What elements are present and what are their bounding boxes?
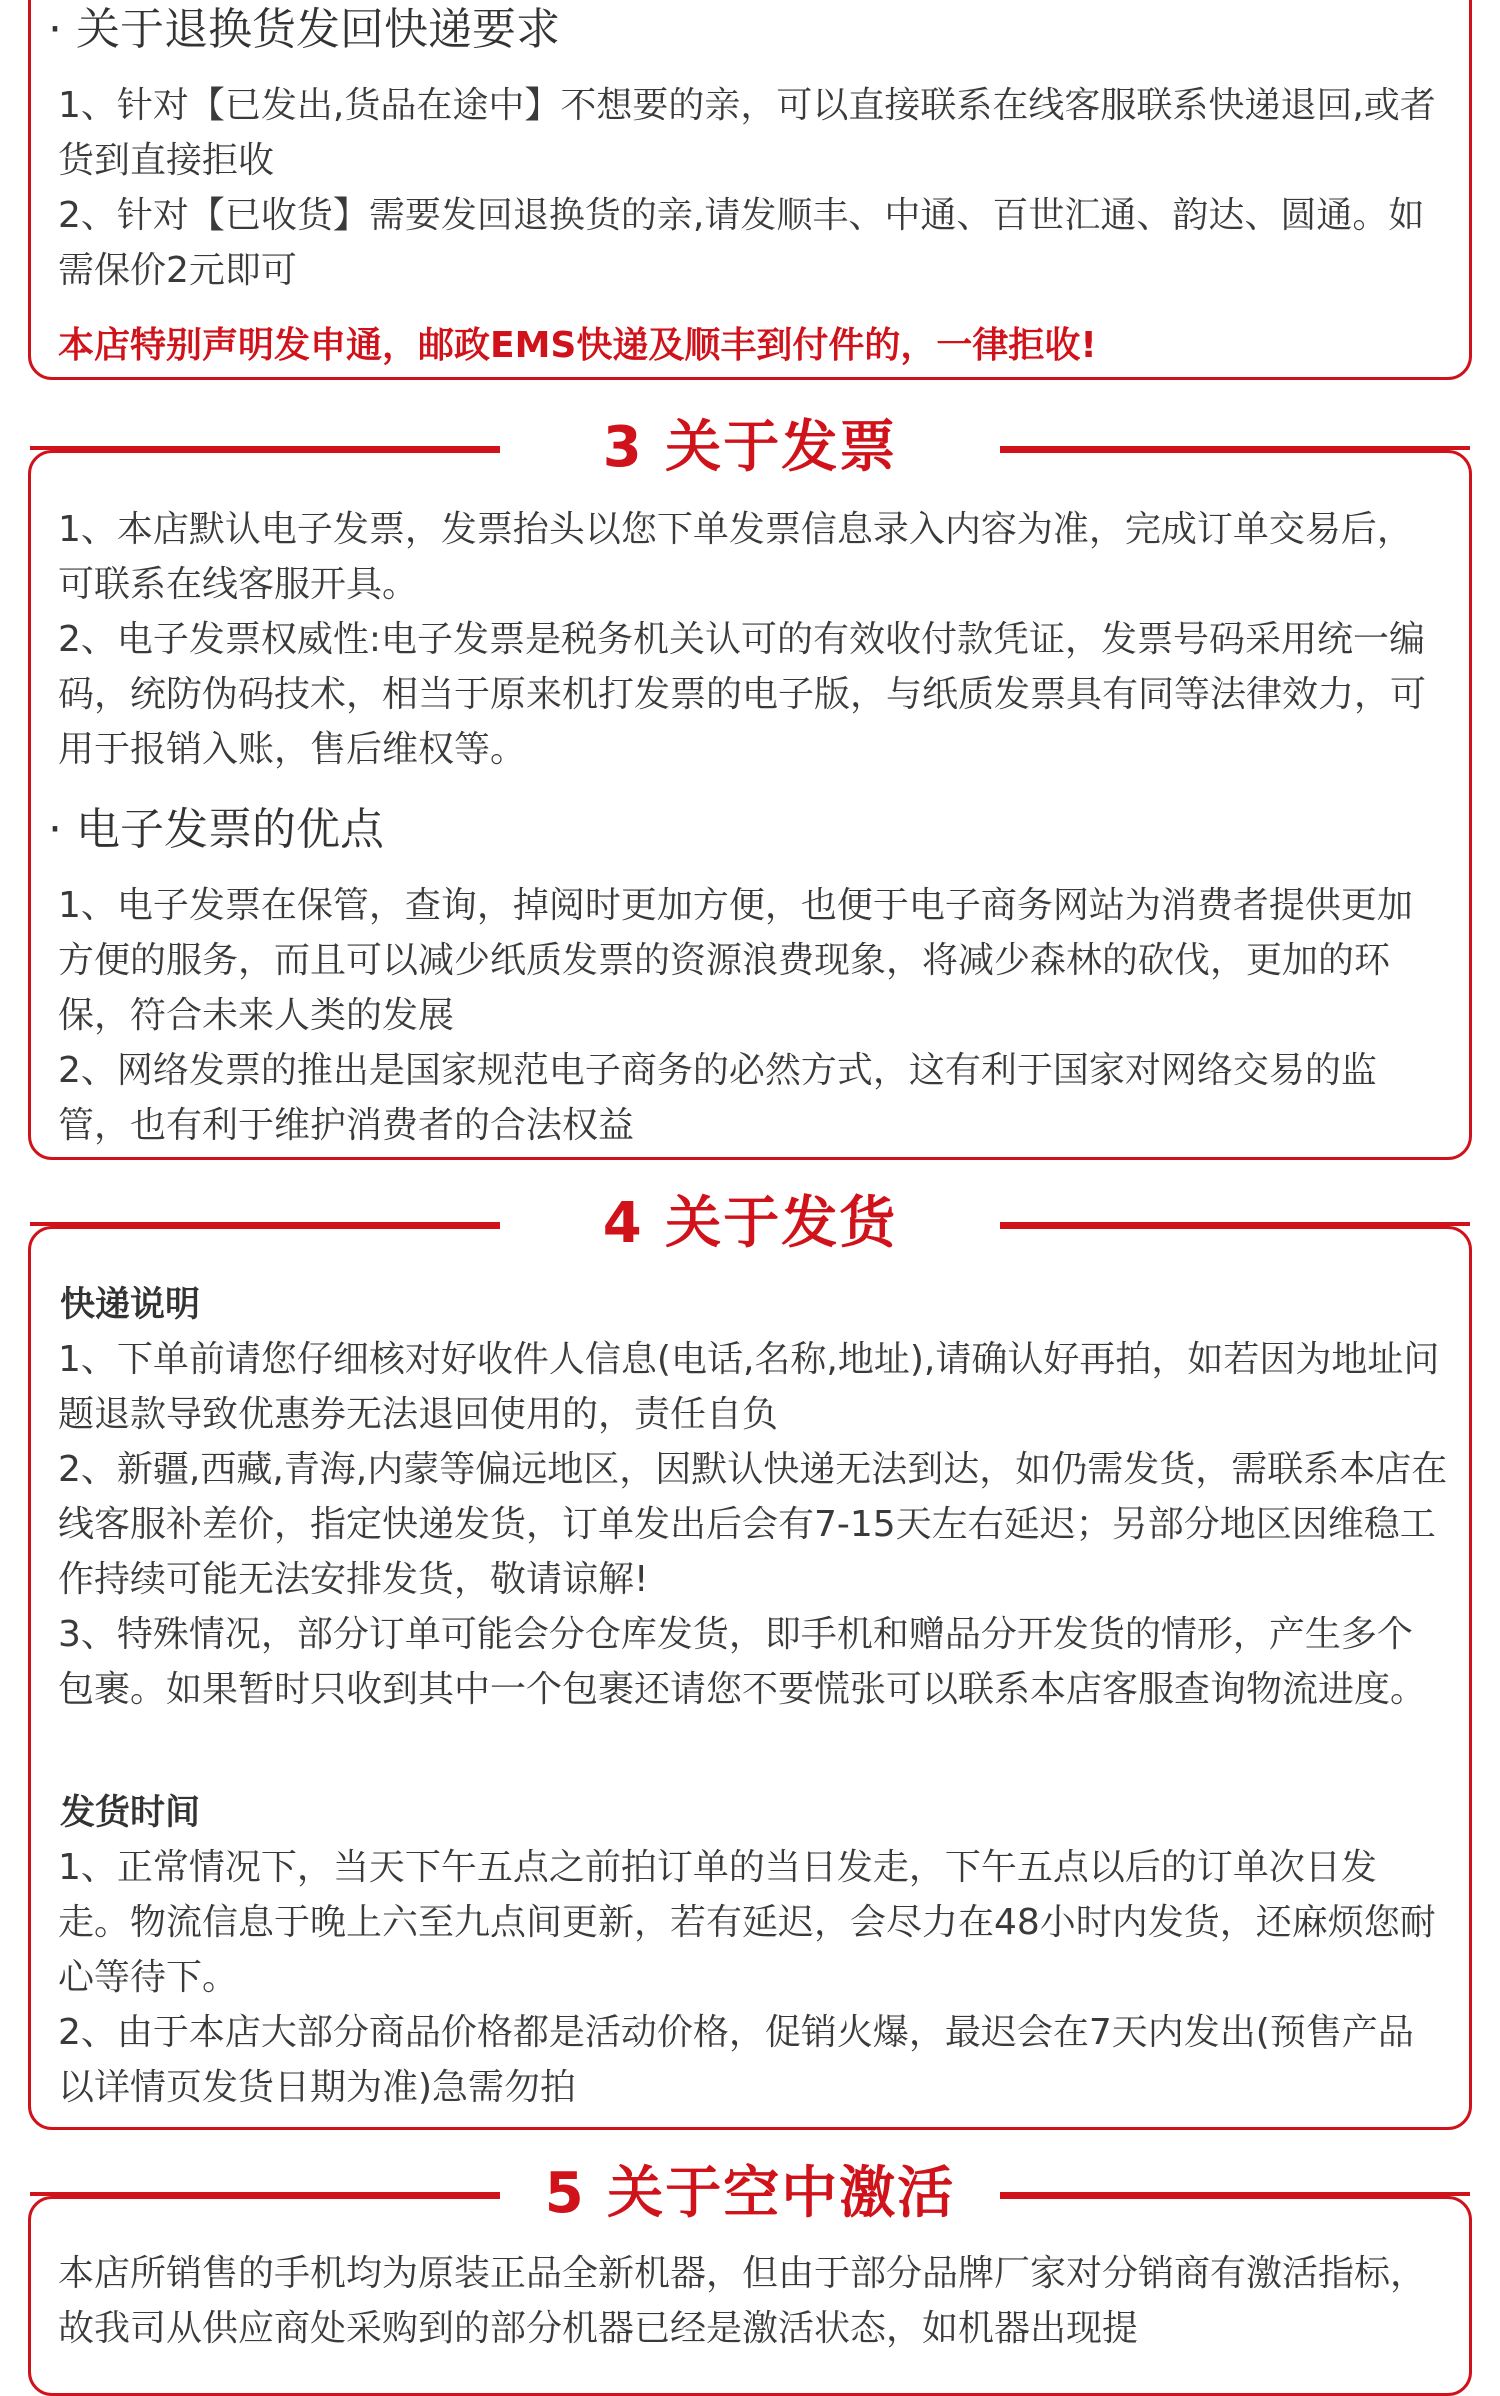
shipping-title: 4 关于发货 [500, 1182, 1000, 1266]
invoice-advantage-1: 1、电子发票在保管，查询，掉阅时更加方便，也便于电子商务网站为消费者提供更加方便的服务，而且可以减少纸质发票的资源浪费现象，将减少森林的砍伐，更加的环保，符合未来人类的发展 [58, 885, 1413, 1036]
invoice-item-2: 2、电子发票权威性:电子发票是税务机关认可的有效收付款凭证，发票号码采用统一编码，统防伪码技术，相当于原来机打发票的电子版，与纸质发票具有同等法律效力，可用于报销入账，售后维权等。 [58, 619, 1427, 770]
invoice-title-bar [0, 406, 1500, 490]
activation-text: 本店所销售的手机均为原装正品全新机器，但由于部分品牌厂家对分销商有激活指标，故我司从供应商处采购到的部分机器已经是激活状态，如机器出现提 [58, 2253, 1427, 2349]
express-label: 快递说明 [60, 1285, 201, 1325]
title-divider-left [30, 1222, 500, 1226]
title-divider-right [1000, 2192, 1470, 2196]
activation-title-bar [0, 2152, 1500, 2236]
invoice-item-1: 1、本店默认电子发票，发票抬头以您下单发票信息录入内容为准，完成订单交易后，可联系在线客服开具。 [58, 509, 1413, 605]
activation-title: 5 关于空中激活 [500, 2152, 1000, 2236]
title-divider-left [30, 446, 500, 450]
ship-time-label: 发货时间 [60, 1793, 201, 1833]
invoice-advantage-2: 2、网络发票的推出是国家规范电子商务的必然方式，这有利于国家对网络交易的监管，也有利于维护消费者的合法权益 [58, 1050, 1377, 1146]
ship-time-item-1: 1、正常情况下，当天下午五点之前拍订单的当日发走，下午五点以后的订单次日发走。物流信息于晚上六至九点间更新，若有延迟，会尽力在48小时内发货，还麻烦您耐心等待下。 [58, 1847, 1436, 1998]
invoice-title: 3 关于发票 [500, 406, 1000, 490]
title-divider-right [1000, 446, 1470, 450]
express-item-3: 3、特殊情况，部分订单可能会分仓库发货，即手机和赠品分开发货的情形，产生多个包裹。如果暂时只收到其中一个包裹还请您不要慌张可以联系本店客服查询物流进度。 [58, 1614, 1427, 1710]
return-subheading: · 关于退换货发回快递要求 [48, 4, 560, 55]
express-item-2: 2、新疆,西藏,青海,内蒙等偏远地区，因默认快递无法到达，如仍需发货，需联系本店在线客服补差价，指定快递发货，订单发出后会有7-15天左右延迟；另部分地区因维稳工作持续可能无法安排发货，敬请谅解! [58, 1449, 1448, 1600]
express-item-1: 1、下单前请您仔细核对好收件人信息(电话,名称,地址),请确认好再拍，如若因为地址问题退款导致优惠券无法退回使用的，责任自负 [58, 1339, 1440, 1435]
title-divider-right [1000, 1222, 1470, 1226]
invoice-advantages-heading: · 电子发票的优点 [48, 804, 384, 855]
return-item-1: 1、针对【已发出,货品在途中】不想要的亲，可以直接联系在线客服联系快递退回,或者货到直接拒收 [58, 85, 1436, 181]
return-item-2: 2、针对【已收货】需要发回退换货的亲,请发顺丰、中通、百世汇通、韵达、圆通。如需保价2元即可 [58, 195, 1425, 291]
shipping-title-bar [0, 1182, 1500, 1266]
return-warning: 本店特别声明发申通，邮政EMS快递及顺丰到付件的，一律拒收! [58, 325, 1097, 366]
title-divider-left [30, 2192, 500, 2196]
ship-time-item-2: 2、由于本店大部分商品价格都是活动价格，促销火爆，最迟会在7天内发出(预售产品以详情页发货日期为准)急需勿拍 [58, 2012, 1414, 2108]
